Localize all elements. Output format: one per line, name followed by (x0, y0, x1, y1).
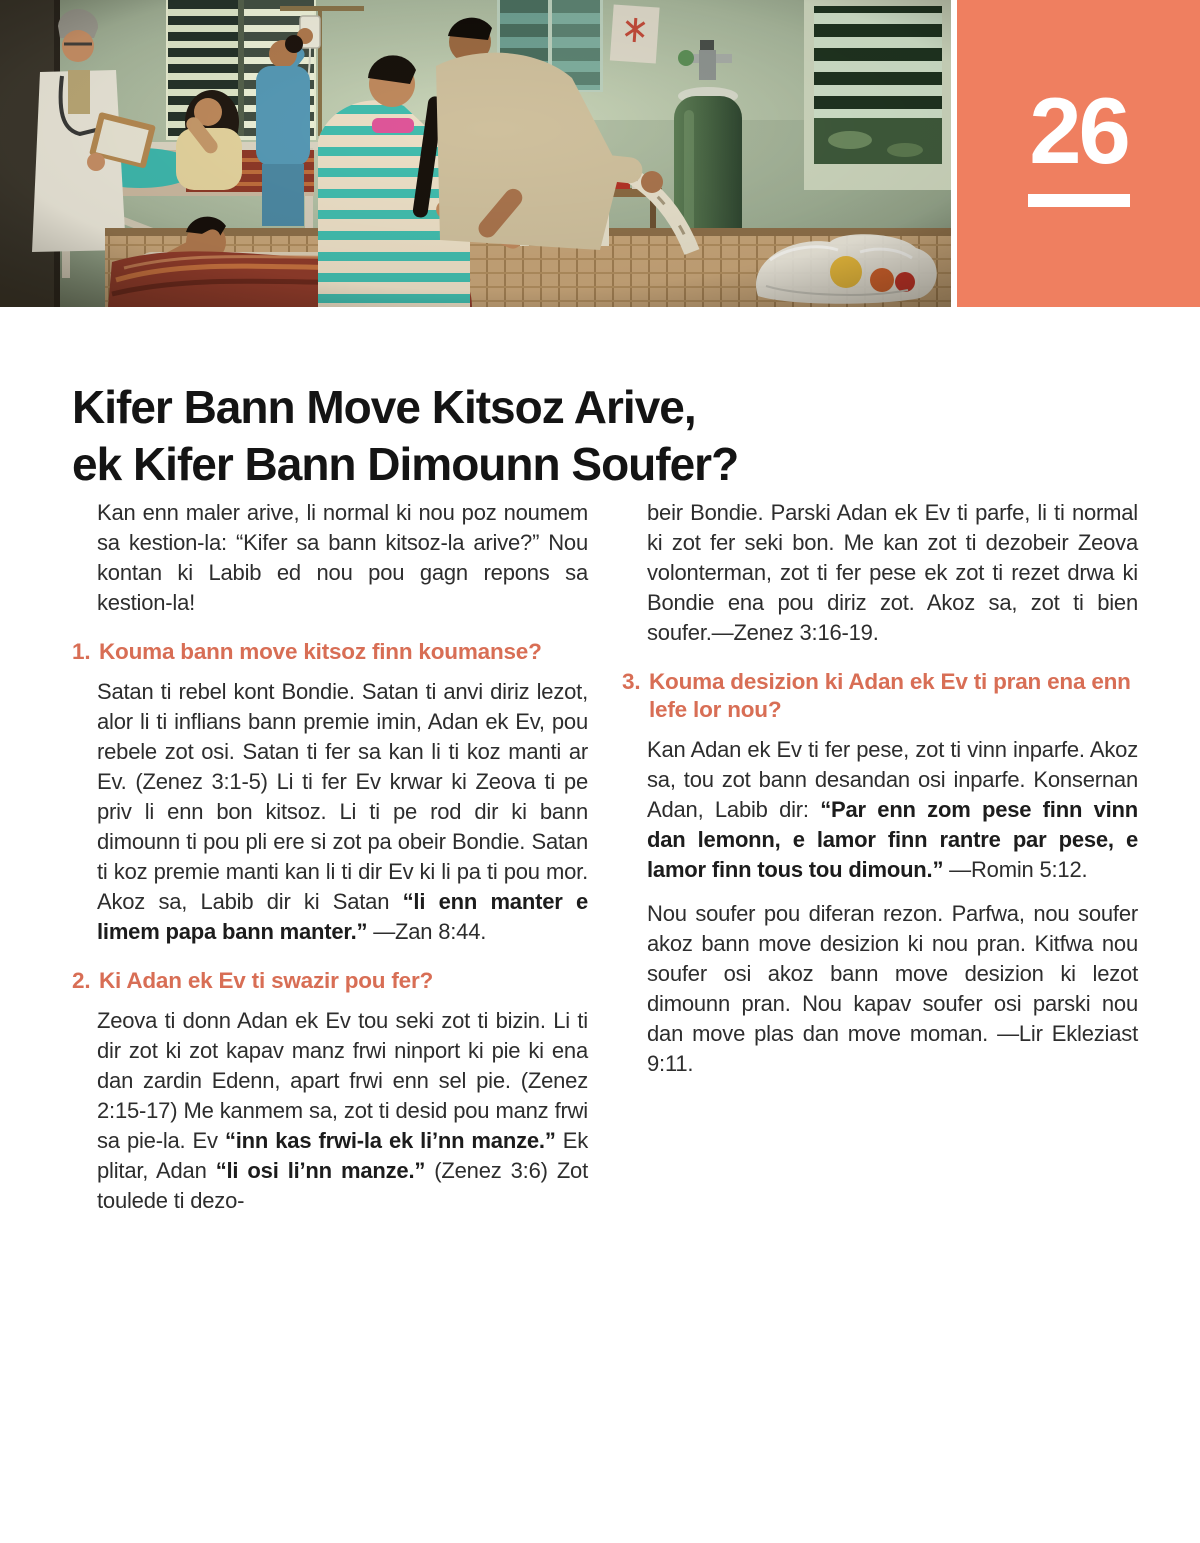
page-title-line-2: ek Kifer Bann Dimounn Soufer? (72, 437, 739, 490)
chapter-badge (957, 0, 1200, 307)
section-number: 2. (72, 968, 91, 993)
body-paragraph: Kan Adan ek Ev ti fer pese, zot ti vinn inparfe. Akoz sa, tou zot bann desandan osi inparfe. Konsernan Adan, Labib dir: “Par enn zom pese finn vinn dan lemonn, e lamor finn rantre par pese, e lamor finn tous tou dimoun.” —Romin 5:12. (647, 737, 1138, 882)
section-heading (622, 668, 1138, 724)
body-paragraph: Zeova ti donn Adan ek Ev tou seki zot ti bizin. Li ti dir zot ki zot kapav manz frwi ninport ki pie ki ena dan zardin Edenn, apart frwi enn sel pie. (Zenez 2:15-17) Me kanmem sa, zot ti desid pou manz frwi sa pie-la. Ev “inn kas frwi-la ek li’nn manze.” Ek plitar, Adan “li osi li’nn manze.” (Zenez 3:6) Zot toulede ti dezo- (97, 1008, 589, 1213)
chapter-number: 26 (1029, 78, 1128, 183)
text-column-right (622, 498, 1138, 1093)
body-paragraph: Satan ti rebel kont Bondie. Satan ti anvi diriz lezot, alor li ti inflians bann premie imin, Adan ek Ev, pou rebele zot osi. Satan ti fer sa kan li ti koz manti ar Ev. (Zenez 3:1-5) Li ti fer Ev krwar ki Zeova ti pe priv li enn bon kitsoz. Li ti pe rod dir ki bann dimounn ti pou pli ere si zot pa obeir Bondie. Satan ti koz premie manti kan li ti dir Ev ki li pa ti pou mor. Akoz sa, Labib dir ki Satan “li enn manter e limem papa bann manter.” —Zan 8:44. (97, 679, 588, 944)
section-heading-text: Kouma bann move kitsoz finn koumanse? (99, 639, 542, 664)
page-title (72, 379, 1132, 493)
body-paragraph: Kan enn maler arive, li normal ki nou poz noumem sa kestion-la: “Kifer sa bann kitsoz-la arive?” Nou kontan ki Labib ed nou pou gagn repons sa kestion-la! (97, 500, 588, 615)
chapter-underline-bar (1028, 194, 1130, 207)
section-heading-text: Kouma desizion ki Adan ek Ev ti pran ena enn lefe lor nou? (649, 669, 1131, 722)
section-heading (72, 967, 588, 995)
body-paragraph: beir Bondie. Parski Adan ek Ev ti parfe, li ti normal ki zot fer seki bon. Me kan zot ti dezobeir Zeova volonterman, zot ti fer pese ek zot ti rezet drwa ki Bondie ena pou diriz zot. Akoz sa, zot ti bien soufer.—Zenez 3:16-19. (647, 500, 1138, 645)
hospital-scene-illustration (0, 0, 951, 307)
text-column-left (72, 498, 588, 1230)
section-heading-text: Ki Adan ek Ev ti swazir pou fer? (99, 968, 434, 993)
section-heading (72, 638, 588, 666)
page-title-line-1: Kifer Bann Move Kitsoz Arive, (72, 380, 696, 433)
section-number: 1. (72, 639, 91, 664)
hero-photo (0, 0, 951, 307)
body-paragraph: Nou soufer pou diferan rezon. Parfwa, nou soufer akoz bann move desizion ki nou pran. Kitfwa nou soufer osi akoz bann move desizion ki lezot dimounn pran. Nou kapav soufer osi parski nou dan move plas dan move moman. —Lir Ekleziast 9:11. (647, 901, 1138, 1076)
section-number: 3. (622, 669, 641, 694)
